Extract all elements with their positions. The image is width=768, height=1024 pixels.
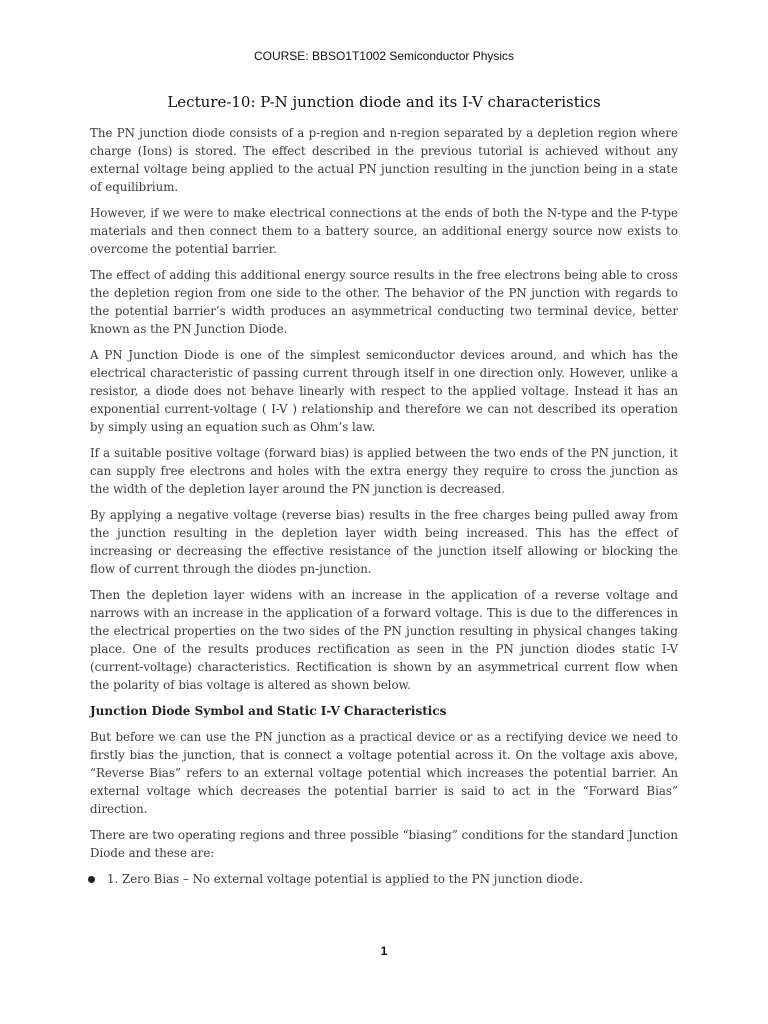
paragraph: However, if we were to make electrical connections at the ends of both the N-type and the P-type materials and then connect them to a battery source, an additional energy source now exists to overcome the potential barrier. — [90, 206, 678, 256]
lecture-title: Lecture-10: P-N junction diode and its I-V characteristics — [167, 93, 601, 111]
paragraph: Then the depletion layer widens with an increase in the application of a reverse voltage and narrows with an increase in the application of a forward voltage. This is due to the differences in the electrical properties on the two sides of the PN junction resulting in physical changes taking place. One of the results produces rectification as seen in the PN junction diodes static I-V (current-voltage) characteristics. Rectification is shown by an asymmetrical current flow when the polarity of bias voltage is altered as shown below. — [90, 588, 678, 692]
paragraph: But before we can use the PN junction as a practical device or as a rectifying device we need to firstly bias the junction, that is connect a voltage potential across it. On the voltage axis above, “Reverse Bias” refers to an external voltage potential which increases the potential barrier. An external voltage which decreases the potential barrier is said to act in the “Forward Bias” direction. — [90, 730, 678, 816]
bullet-icon — [88, 876, 95, 883]
body-content — [90, 124, 678, 888]
paragraph: If a suitable positive voltage (forward bias) is applied between the two ends of the PN junction, it can supply free electrons and holes with the extra energy they require to cross the junction as the width of the depletion layer around the PN junction is decreased. — [90, 446, 678, 496]
course-header: COURSE: BBSO1T1002 Semiconductor Physics — [253, 49, 515, 63]
bullet-item — [88, 870, 678, 888]
bullet-text: 1. Zero Bias – No external voltage potential is applied to the PN junction diode. — [107, 872, 583, 886]
paragraph: The PN junction diode consists of a p-region and n-region separated by a depletion region where charge (Ions) is stored. The effect described in the previous tutorial is achieved without any external voltage being applied to the actual PN junction resulting in the junction being in a state of equilibrium. — [90, 126, 678, 194]
page-number: 1 — [380, 944, 388, 958]
paragraph: There are two operating regions and three possible “biasing” conditions for the standard Junction Diode and these are: — [90, 828, 678, 860]
paragraph: A PN Junction Diode is one of the simplest semiconductor devices around, and which has the electrical characteristic of passing current through itself in one direction only. However, unlike a resistor, a diode does not behave linearly with respect to the applied voltage. Instead it has an exponential current-voltage ( I-V ) relationship and therefore we can not described its operation by simply using an equation such as Ohm’s law. — [90, 348, 678, 434]
paragraph: The effect of adding this additional energy source results in the free electrons being able to cross the depletion region from one side to the other. The behavior of the PN junction with regards to the potential barrier’s width produces an asymmetrical conducting two terminal device, better known as the PN Junction Diode. — [90, 268, 678, 336]
section-heading: Junction Diode Symbol and Static I-V Characteristics — [90, 704, 447, 718]
paragraph: By applying a negative voltage (reverse bias) results in the free charges being pulled away from the junction resulting in the depletion layer width being increased. This has the effect of increasing or decreasing the effective resistance of the junction itself allowing or blocking the flow of current through the diodes pn-junction. — [90, 508, 678, 576]
